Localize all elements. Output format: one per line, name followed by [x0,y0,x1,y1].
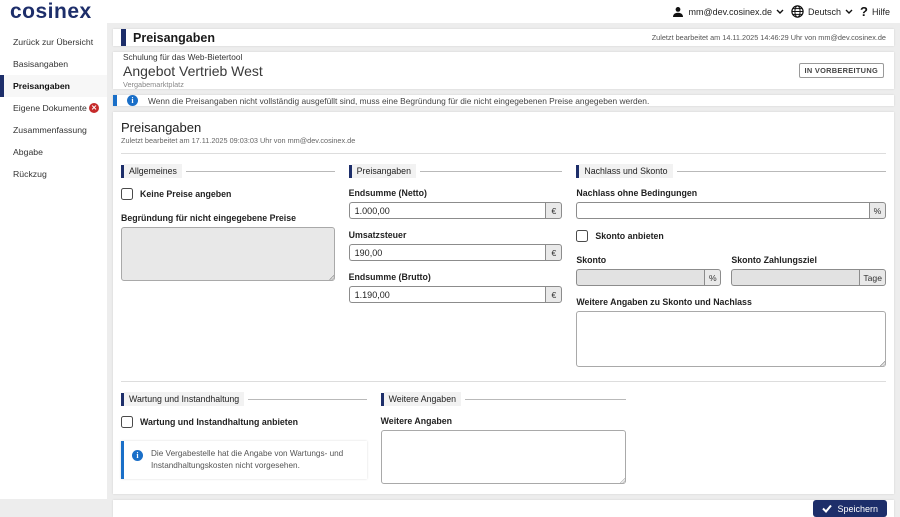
chevron-down-icon [776,9,784,14]
help-menu[interactable] [860,4,890,19]
reason-label: Begründung für nicht eingegebene Preise [121,213,296,223]
divider [121,153,886,154]
percent-suffix: % [869,202,886,219]
no-prices-checkbox-row[interactable]: Keine Preise angeben [121,188,335,200]
euro-suffix: € [545,286,562,303]
wartung-info-alert [121,441,367,479]
section-nachlass-skonto [576,164,886,367]
form-heading: Preisangaben [121,120,202,135]
page-title-bar [113,29,894,46]
footer-bar [113,500,894,517]
percent-suffix: % [704,269,721,286]
save-button[interactable]: Speichern [813,500,887,517]
section-rule [465,399,626,400]
section-rule [420,171,562,172]
wartung-info-text: Die Vergabestelle hat die Angabe von Wartungs- und Instandhaltungskosten nicht vorgesehen. [151,449,344,470]
info-alert-text: Wenn die Preisangaben nicht vollständig ausgefüllt sind, muss eine Begründung für die nicht eingegebenen Preise angegeben werden. [148,95,650,106]
info-icon: i [127,95,138,106]
sidebar-item-preisangaben[interactable]: Preisangaben [0,75,107,97]
skonto-checkbox[interactable] [576,230,588,242]
wartung-checkbox-row[interactable]: Wartung und Instandhaltung anbieten [121,416,367,428]
section-allgemeines [121,164,335,367]
cosinex-logo: cosinex [10,0,92,23]
language-menu[interactable] [791,5,853,18]
netto-input[interactable] [349,202,546,219]
nachlass-input[interactable] [576,202,869,219]
weitere-angaben-label: Weitere Angaben [380,416,453,426]
section-title: Weitere Angaben [384,392,461,406]
skonto-label: Skonto [576,255,607,265]
project-card [113,52,894,89]
form-card [113,112,894,494]
section-weitere-angaben [381,392,627,484]
sidebar-item-rueckzug[interactable]: Rückzug [13,169,47,179]
nachlass-label: Nachlass ohne Bedingungen [576,188,698,198]
section-preisangaben [349,164,563,367]
main-content [107,23,900,514]
section-title: Allgemeines [124,164,182,178]
globe-icon [791,5,804,18]
brutto-label: Endsumme (Brutto) [348,272,431,282]
project-pretitle: Schulung für das Web-Bietertool [123,52,243,62]
sidebar-item-abgabe[interactable]: Abgabe [13,147,43,157]
form-last-edited: Zuletzt bearbeitet am 17.11.2025 09:03:03 Uhr von mm@dev.cosinex.de [121,136,356,145]
tage-suffix: Tage [859,269,886,286]
umsatzsteuer-label: Umsatzsteuer [348,230,407,240]
section-rule [677,171,887,172]
last-edited-top: Zuletzt bearbeitet am 14.11.2025 14:46:29 Uhr von mm@dev.cosinex.de [651,33,886,42]
zahlungsziel-label: Skonto Zahlungsziel [731,255,817,265]
help-label: Hilfe [871,6,890,17]
weitere-skonto-textarea[interactable] [576,311,886,367]
sidebar-item-basisangaben[interactable]: Basisangaben [13,59,69,69]
sidebar-item-eigene-dokumente[interactable]: Eigene Dokumente ✕ [0,97,107,119]
section-rule [248,399,366,400]
sidebar [0,23,107,499]
netto-label: Endsumme (Netto) [348,188,427,198]
skonto-input [576,269,704,286]
divider [121,381,886,382]
zahlungsziel-input [731,269,859,286]
title-accent-bar [121,29,126,46]
chevron-down-icon [845,9,853,14]
user-menu[interactable] [672,6,784,18]
check-icon [822,504,832,513]
page-title: Preisangaben [133,30,215,45]
skonto-checkbox-row[interactable]: Skonto anbieten [576,230,886,242]
brutto-input[interactable] [349,286,546,303]
sidebar-item-zusammenfassung[interactable]: Zusammenfassung [13,125,87,135]
sidebar-item-zurueck[interactable]: Zurück zur Übersicht [13,37,94,47]
user-email: mm@dev.cosinex.de [688,6,772,17]
section-title: Nachlass und Skonto [579,164,672,178]
section-title: Wartung und Instandhaltung [124,392,244,406]
help-icon: ? [860,4,868,19]
umsatzsteuer-input[interactable] [349,244,546,261]
info-alert [113,95,894,106]
weitere-skonto-label: Weitere Angaben zu Skonto und Nachlass [576,297,752,307]
section-rule [186,171,335,172]
euro-suffix: € [545,202,562,219]
section-wartung [121,392,367,484]
top-header [0,0,900,23]
project-title: Angebot Vertrieb West [123,63,263,79]
error-icon: ✕ [89,103,99,113]
section-title: Preisangaben [352,164,416,178]
wartung-checkbox[interactable] [121,416,133,428]
weitere-angaben-textarea[interactable] [381,430,627,484]
no-prices-checkbox[interactable] [121,188,133,200]
language-label: Deutsch [808,6,842,17]
info-icon: i [132,450,143,461]
status-badge: IN VORBEREITUNG [799,63,884,78]
user-icon [672,6,684,18]
euro-suffix: € [545,244,562,261]
reason-textarea [121,227,335,281]
project-platform: Vergabemarktplatz [123,80,184,89]
